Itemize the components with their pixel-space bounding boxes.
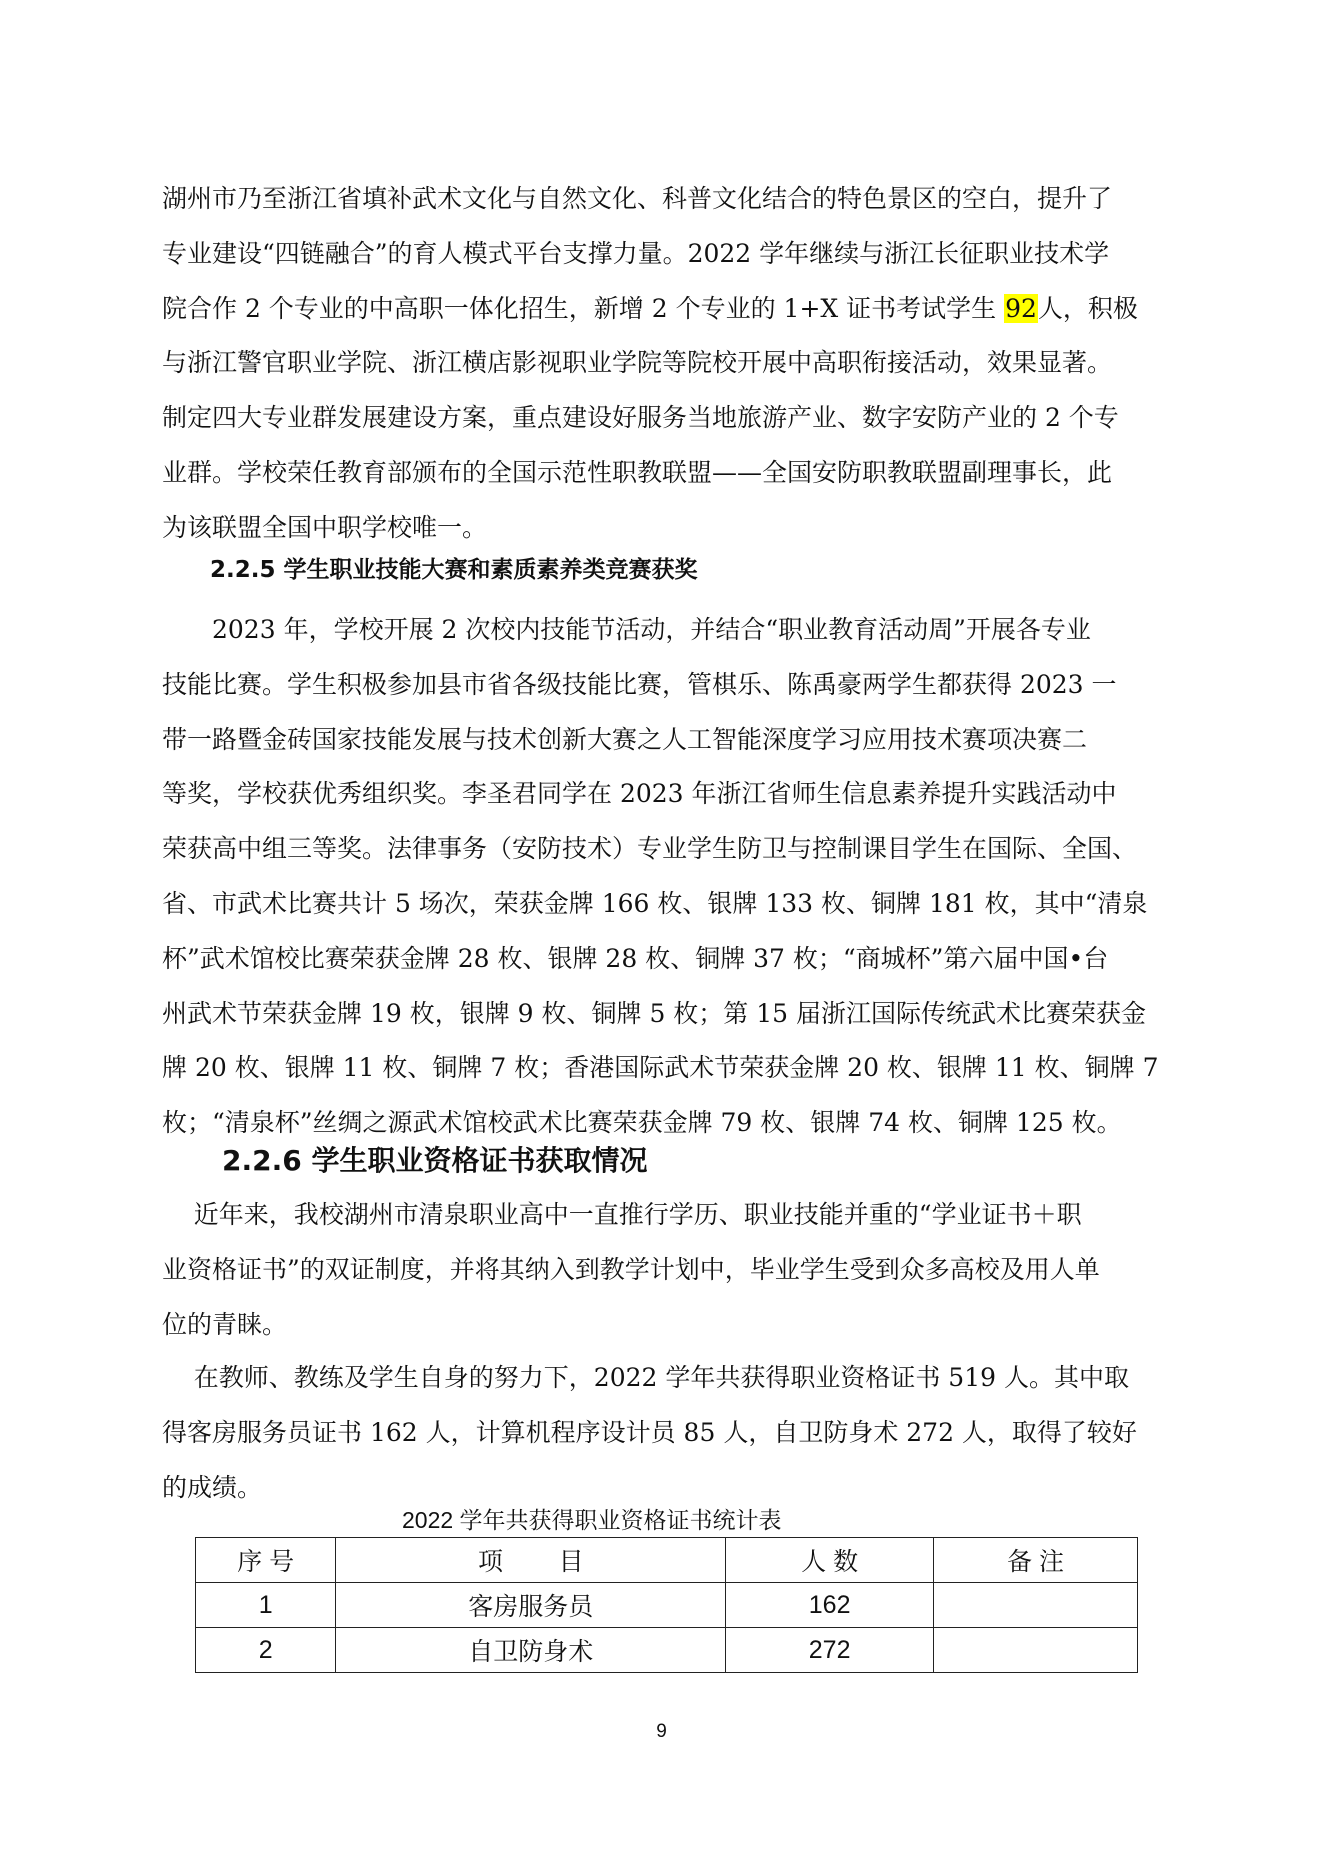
text-line: 与浙江警官职业学院、浙江横店影视职业学院等院校开展中高职衔接活动，效果显著。 [162,348,1113,378]
paragraph-competition-awards [162,603,1162,1151]
text-line: 专业建设“四链融合”的育人模式平台支撑力量。2022 学年继续与浙江长征职业技术学 [162,238,1110,268]
text-line: 业资格证书”的双证制度，并将其纳入到教学计划中，毕业学生受到众多高校及用人单 [162,1254,1100,1284]
highlighted-count: 92 [1005,293,1037,323]
table-row [196,1628,1138,1673]
header-cell-count: 人 数 [726,1538,934,1583]
text-line: 等奖，学校获优秀组织奖。李圣君同学在 2023 年浙江省师生信息素养提升实践活动中 [162,779,1117,809]
text-line: 带一路暨金砖国家技能发展与技术创新大赛之人工智能深度学习应用技术赛项决赛二 [162,724,1088,754]
cell-count: 162 [726,1583,934,1628]
cell-count: 272 [726,1628,934,1673]
header-cell-note: 备 注 [934,1538,1138,1583]
text-line: 技能比赛。学生积极参加县市省各级技能比赛，管棋乐、陈禹豪两学生都获得 2023 一 [162,669,1117,699]
section-heading-2-2-5: 2.2.5 学生职业技能大赛和素质素养类竞赛获奖 [210,557,698,583]
text-line: 荣获高中组三等奖。法律事务（安防技术）专业学生防卫与控制课目学生在国际、全国、 [162,834,1138,864]
table-row [196,1583,1138,1628]
text-line: 州武术节荣获金牌 19 枚，银牌 9 枚、铜牌 5 枚；第 15 届浙江国际传统武术比赛荣获金 [162,998,1147,1028]
text-line-end: 人，积极 [1037,293,1138,323]
text-line-start: 院合作 2 个专业的中高职一体化招生，新增 2 个专业的 1+X 证书考试学生 [162,293,1005,323]
paragraph-dual-certificate [162,1188,1162,1352]
text-line: 近年来，我校湖州市清泉职业高中一直推行学历、职业技能并重的“学业证书＋职 [162,1200,1082,1229]
page-number: 9 [656,1721,667,1742]
certificate-stats-table [195,1537,1138,1673]
section-heading-2-2-6: 2.2.6 学生职业资格证书获取情况 [222,1144,648,1177]
text-line: 位的青睐。 [162,1309,288,1339]
header-cell-seq: 序 号 [196,1538,336,1583]
text-line: 枚；“清泉杯”丝绸之源武术馆校武术比赛荣获金牌 79 枚、银牌 74 枚、铜牌 125 枚。 [162,1108,1122,1138]
cell-seq: 2 [196,1628,336,1673]
cell-note [934,1583,1138,1628]
table-header-row [196,1538,1138,1583]
cell-seq: 1 [196,1583,336,1628]
cell-item: 客房服务员 [336,1583,726,1628]
table-caption: 2022 学年共获得职业资格证书统计表 [402,1507,782,1533]
text-line: 省、市武术比赛共计 5 场次，荣获金牌 166 枚、银牌 133 枚、铜牌 181 枚，其中“清泉 [162,888,1148,918]
text-line [162,282,1162,337]
text-line: 湖州市乃至浙江省填补武术文化与自然文化、科普文化结合的特色景区的空白，提升了 [162,184,1113,213]
cell-note [934,1628,1138,1673]
paragraph-certificate-results [162,1351,1162,1515]
text-line: 为该联盟全国中职学校唯一。 [162,512,488,542]
text-line: 2023 年，学校开展 2 次校内技能节活动，并结合“职业教育活动周”开展各专业 [212,615,1091,644]
text-line: 制定四大专业群发展建设方案，重点建设好服务当地旅游产业、数字安防产业的 2 个专 [162,403,1119,433]
text-line: 牌 20 枚、银牌 11 枚、铜牌 7 枚；香港国际武术节荣获金牌 20 枚、银牌 11 枚、铜牌 7 [162,1053,1159,1083]
text-line: 杯”武术馆校比赛荣获金牌 28 枚、银牌 28 枚、铜牌 37 枚；“商城杯”第六届中国•台 [162,943,1109,973]
paragraph-school-cooperation [162,172,1162,556]
header-cell-item: 项 目 [336,1538,726,1583]
cell-item: 自卫防身术 [336,1628,726,1673]
text-line: 业群。学校荣任教育部颁布的全国示范性职教联盟——全国安防职教联盟副理事长，此 [162,457,1113,487]
text-line: 得客房服务员证书 162 人，计算机程序设计员 85 人，自卫防身术 272 人，取得了较好 [162,1417,1137,1447]
text-line: 的成绩。 [162,1472,263,1502]
text-line: 在教师、教练及学生自身的努力下，2022 学年共获得职业资格证书 519 人。其中取 [162,1363,1129,1392]
